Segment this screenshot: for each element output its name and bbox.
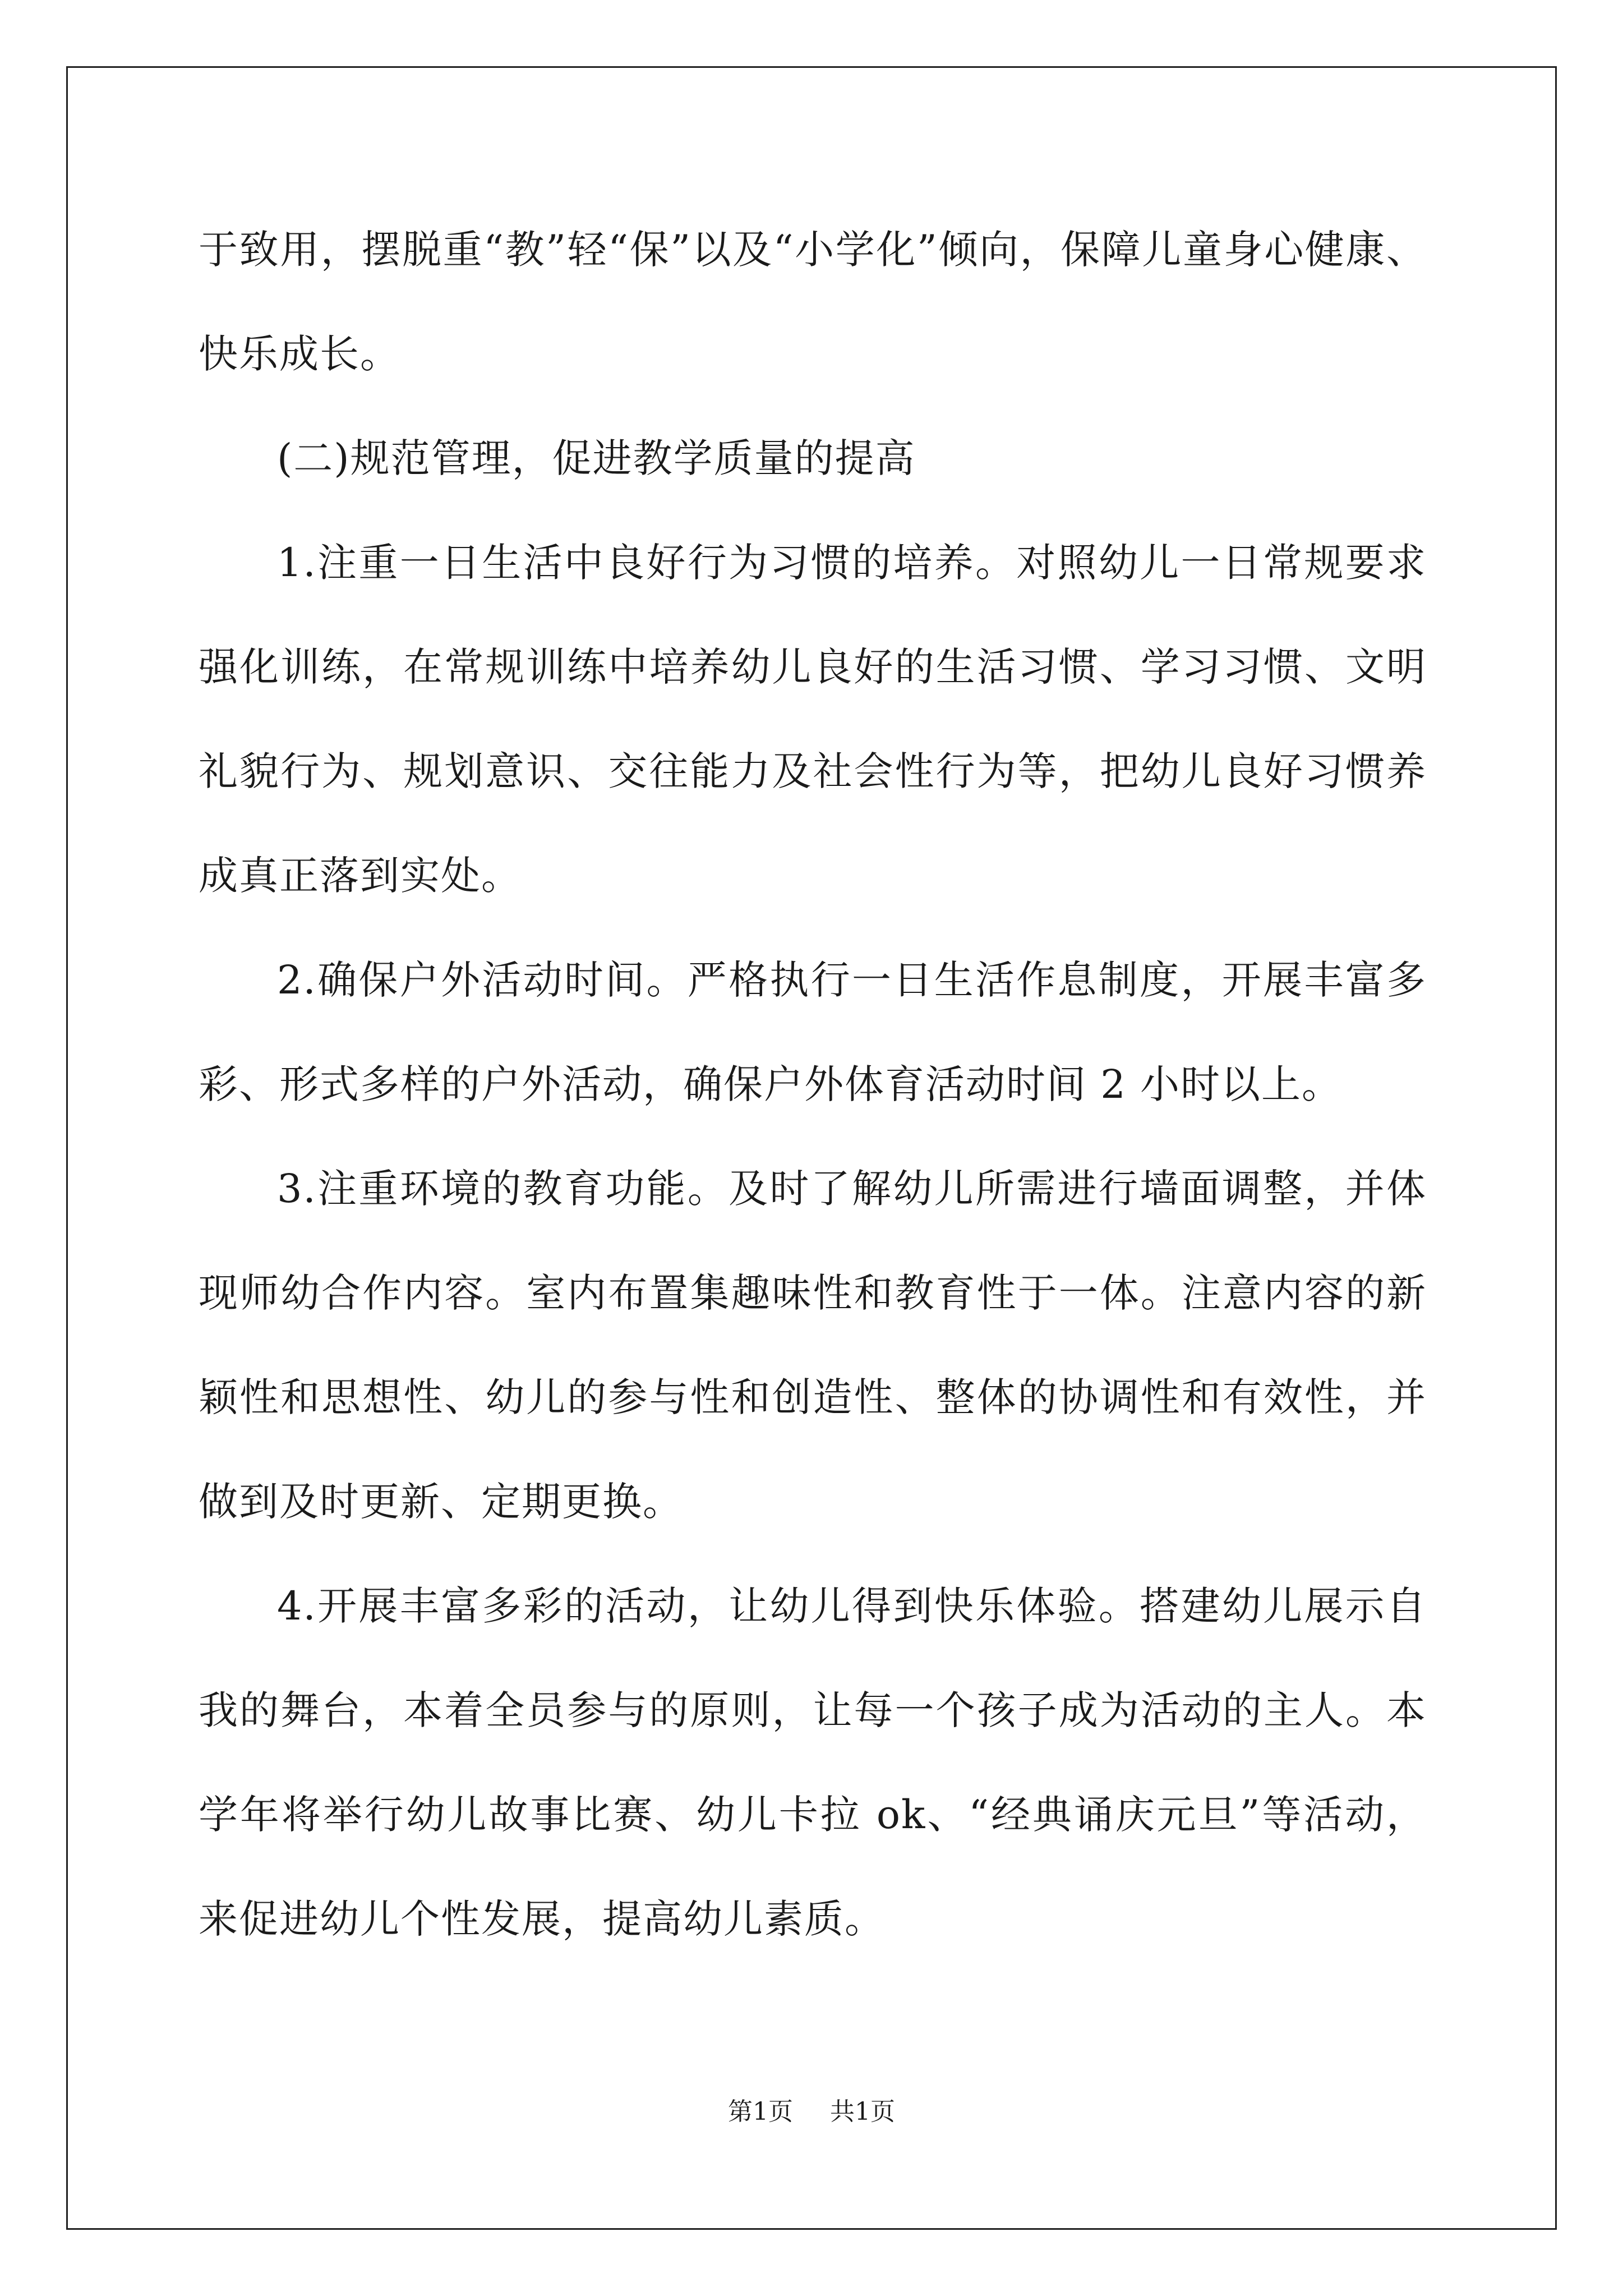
paragraph-item-3: 3.注重环境的教育功能。及时了解幼儿所需进行墙面调整，并体现师幼合作内容。室内布置集趣味性和教育性于一体。注意内容的新颖性和思想性、幼儿的参与性和创造性、整体的协调性和有效性，并做到及时更新、定期更换。: [199, 1166, 1427, 1525]
section-heading: (二)规范管理，促进教学质量的提高: [277, 435, 916, 481]
paragraph-item-1: 1.注重一日生活中良好行为习惯的培养。对照幼儿一日常规要求强化训练，在常规训练中培养幼儿良好的生活习惯、学习习惯、文明礼貌行为、规划意识、交往能力及社会性行为等，把幼儿良好习惯养成真正落到实处。: [199, 540, 1427, 899]
paragraph-item-2: 2.确保户外活动时间。严格执行一日生活作息制度，开展丰富多彩、形式多样的户外活动，确保户外体育活动时间 2 小时以上。: [199, 957, 1427, 1107]
paragraph-continuation: 于致用，摆脱重“教”轻“保”以及“小学化”倾向，保障儿童身心健康、快乐成长。: [199, 227, 1427, 377]
page-number: 第1页: [728, 2097, 793, 2126]
page-total: 共1页: [830, 2097, 895, 2126]
document-body: [199, 197, 1427, 1971]
paragraph-item-4: 4.开展丰富多彩的活动，让幼儿得到快乐体验。搭建幼儿展示自我的舞台，本着全员参与的原则，让每一个孩子成为活动的主人。本学年将举行幼儿故事比赛、幼儿卡拉 ok、“经典诵庆元旦”等活动，来促进幼儿个性发展，提高幼儿素质。: [199, 1583, 1427, 1942]
page-footer: [0, 2095, 1623, 2129]
